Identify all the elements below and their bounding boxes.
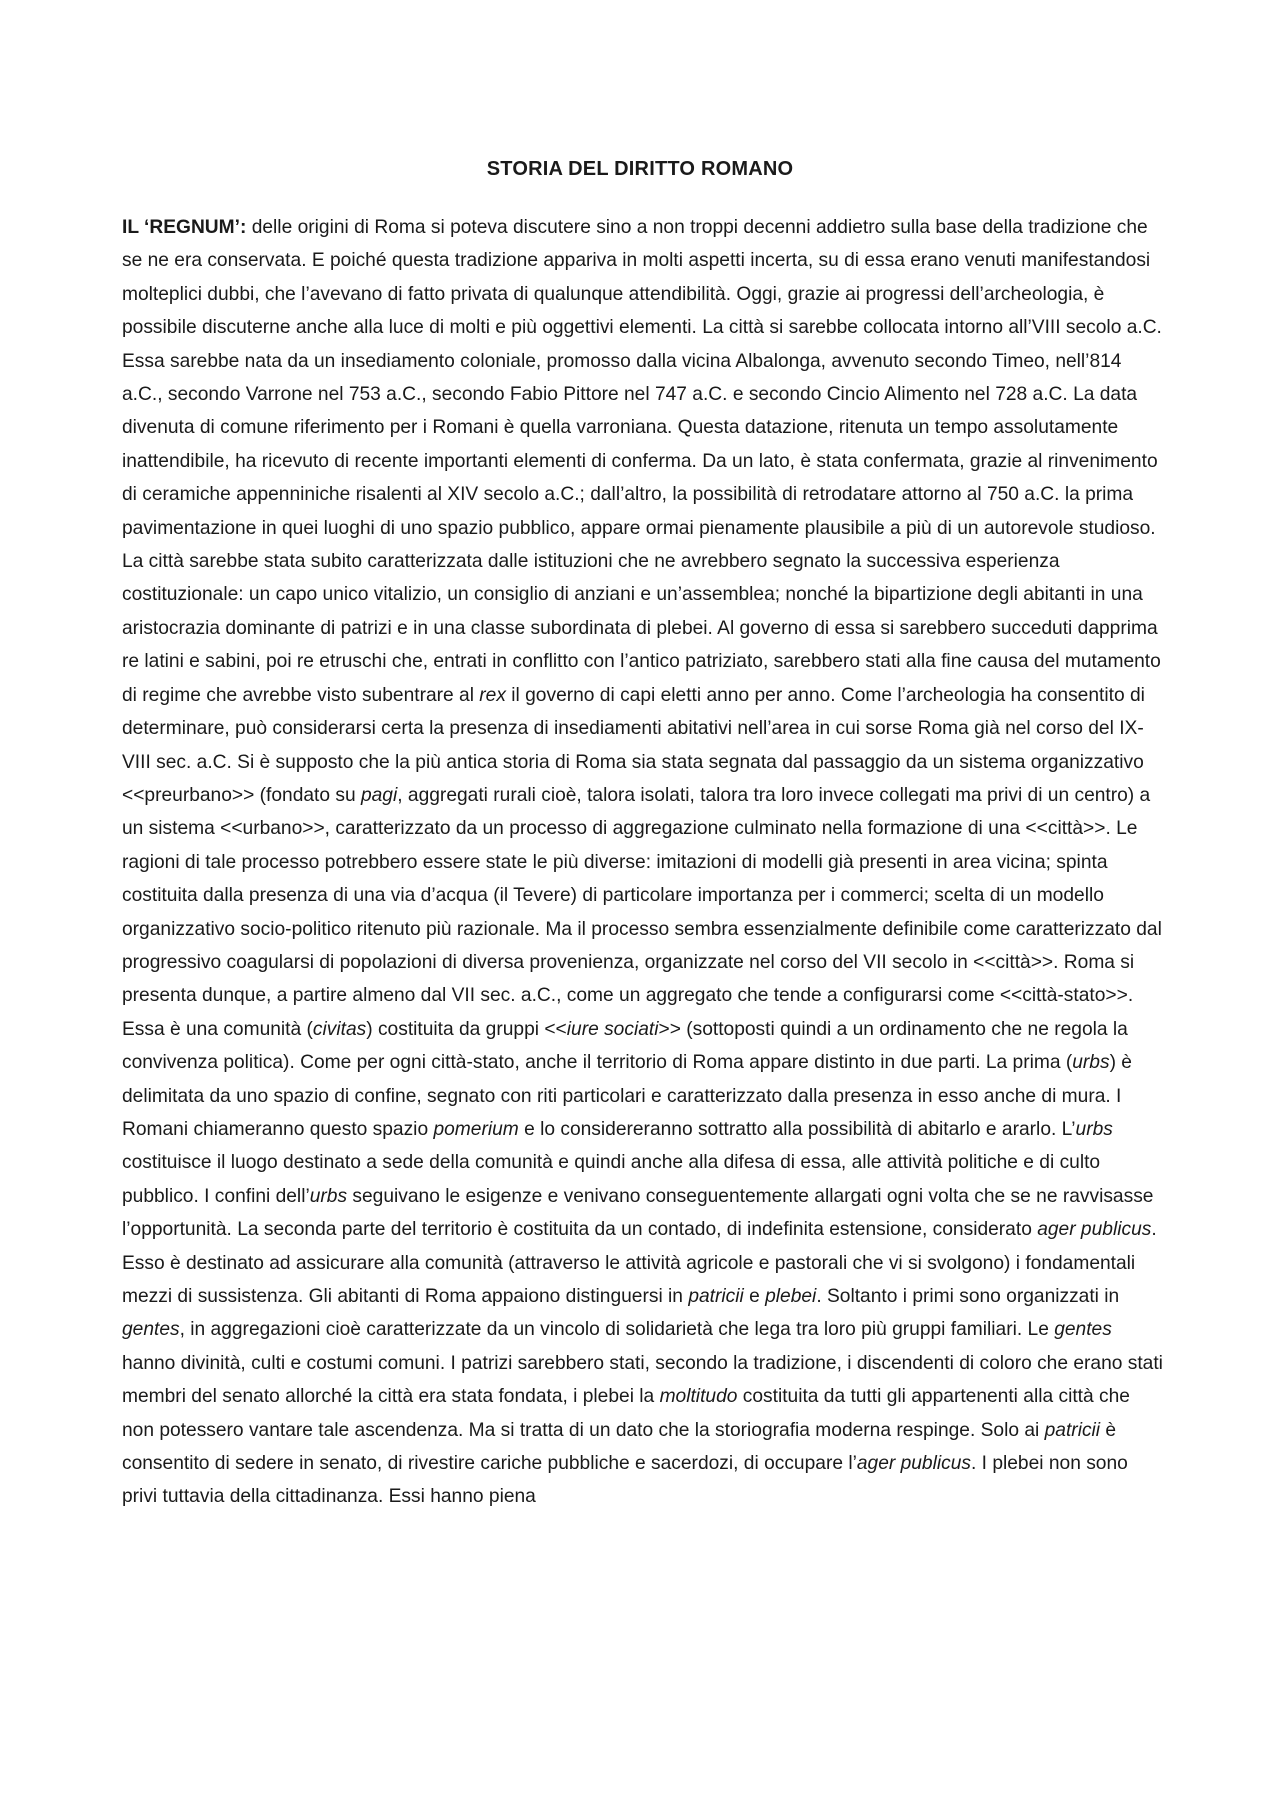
italic-term: patricii: [688, 1286, 744, 1307]
text-run: , in aggregazioni cioè caratterizzate da un vincolo di solidarietà che lega tra loro più gruppi familiari. Le: [179, 1319, 1055, 1341]
text-run: il governo di capi eletti anno per anno. Come l’archeologia ha consentito di determinare, può considerarsi certa la presenza di insediamenti abitativi nell’area in cui sorse Roma già nel corso del IX-VIII sec. a.C. Si è supposto che la più antica storia di Roma sia stata segnata dal passaggio da un sistema organizzativo <<preurbano>> (fondato su: [122, 684, 1145, 806]
italic-term: ager publicus: [856, 1453, 971, 1475]
italic-term: gentes: [1054, 1319, 1112, 1341]
italic-term: rex: [479, 684, 506, 706]
italic-term: moltitudo: [659, 1386, 738, 1408]
italic-term: plebei: [765, 1286, 817, 1307]
body-paragraph: [122, 211, 1164, 1514]
text-run: costituita da tutti gli appartenenti alla città che non potessero vantare tale ascendenza. Ma si tratta di un dato che la storiografia moderna respinge. Solo ai: [122, 1386, 1130, 1441]
text-run: e: [743, 1286, 766, 1307]
italic-term: patricii: [1044, 1419, 1101, 1441]
text-run: delle origini di Roma si poteva discutere sino a non troppi decenni addietro sulla base della tradizione che se ne era conservata. E poiché questa tradizione appariva in molti aspetti incerta, su di essa erano venuti manifestandosi molteplici dubbi, che l’avevano di fatto privata di qualunque attendibilità. Oggi, grazie ai progressi dell’archeologia, è possibile discuterne anche alla luce di molti e più oggettivi elementi. La città si sarebbe collocata intorno all’VIII secolo a.C. Essa sarebbe nata da un insediamento coloniale, promosso dalla vicina Albalonga, avvenuto secondo Timeo, nell’814 a.C., secondo Varrone nel 753 a.C., secondo Fabio Pittore nel 747 a.C. e secondo Cincio Alimento nel 728 a.C. La data divenuta di comune riferimento per i Romani è quella varroniana. Questa datazione, ritenuta un tempo assolutamente inattendibile, ha ricevuto di recente importanti elementi di conferma. Da un lato, è stata confermata, grazie al rinvenimento di ceramiche appenniniche risalenti al XIV secolo a.C.; dall’altro, la possibilità di retrodatare attorno al 750 a.C. la prima pavimentazione in quei luoghi di uno spazio pubblico, appare ormai pienamente plausibile a più di un autorevole studioso. La città sarebbe stata subito caratterizzata dalle istituzioni che ne avrebbero segnato la successiva esperienza costituzionale: un capo unico vitalizio, un consiglio di anziani e un’assemblea; nonché la bipartizione degli abitanti in una aristocrazia dominante di patrizi e in una classe subordinata di plebei. Al governo di essa si sarebbero succeduti dapprima re latini e sabini, poi re etruschi che, entrati in conflitto con l’antico patriziato, sarebbero stati alla fine causa del mutamento di regime che avrebbe visto subentrare al: [122, 217, 1162, 706]
text-run: . I plebei non sono privi tuttavia della cittadinanza. Essi hanno piena: [122, 1453, 1128, 1508]
italic-term: gentes: [122, 1319, 180, 1341]
text-run: e lo considereranno sottratto alla possibilità di abitarlo e ararlo. L’: [518, 1118, 1076, 1140]
italic-term: pomerium: [433, 1118, 519, 1140]
text-run: hanno divinità, culti e costumi comuni. I patrizi sarebbero stati, secondo la tradizione, i discendenti di coloro che erano stati membri del senato allorché la città era stata fondata, i plebei la: [122, 1352, 1163, 1408]
italic-term: iure sociati: [566, 1018, 659, 1040]
text-run: , aggregati rurali cioè, talora isolati, talora tra loro invece collegati ma privi di un centro) a un sistema <<urbano>>, caratterizzato da un processo di aggregazione culminato nella formazione di una <<città>>. Le ragioni di tale processo potrebbero essere state le più diverse: imitazioni di modelli già presenti in area vicina; spinta costituita dalla presenza di una via d’acqua (il Tevere) di particolare importanza per i commerci; scelta di un modello organizzativo socio-politico ritenuto più razionale. Ma il processo sembra essenzialmente definibile come caratterizzato dal progressivo coagularsi di popolazioni di diversa provenienza, organizzate nel corso del VII secolo in <<città>>. Roma si presenta dunque, a partire almeno dal VII sec. a.C., come un aggregato che tende a configurarsi come <<città-stato>>. Essa è una comunità (: [122, 784, 1162, 1040]
text-run: . Soltanto i primi sono organizzati in: [816, 1286, 1120, 1307]
italic-term: urbs: [309, 1185, 348, 1207]
text-run: ) è delimitata da uno spazio di confine, segnato con riti particolari e caratterizzato dalla presenza in esso anche di mura. I Romani chiameranno questo spazio: [122, 1052, 1132, 1140]
text-run: costituisce il luogo destinato a sede della comunità e quindi anche alla difesa di essa, alle attività politiche e di culto pubblico. I confini dell’: [122, 1152, 1101, 1207]
text-run: >> (sottoposti quindi a un ordinamento che ne regola la convivenza politica). Come per ogni città-stato, anche il territorio di Roma appare distinto in due parti. La prima (: [122, 1018, 1128, 1074]
text-run: ) costituita da gruppi <<: [366, 1018, 567, 1040]
italic-term: urbs: [1072, 1052, 1110, 1074]
text-run: seguivano le esigenze e venivano conseguentemente allargati ogni volta che se ne ravvisasse l’opportunità. La seconda parte del territorio è costituita da un contado, di indefinita estensione, considerato: [122, 1185, 1154, 1241]
italic-term: urbs: [1075, 1118, 1113, 1140]
section-lead: IL ‘REGNUM’:: [122, 217, 247, 238]
document-title: STORIA DEL DIRITTO ROMANO: [486, 158, 794, 180]
italic-term: ager publicus: [1037, 1219, 1152, 1241]
text-run: è consentito di sedere in senato, di rivestire cariche pubbliche e sacerdozi, di occupare l’: [122, 1419, 1117, 1475]
italic-term: civitas: [312, 1018, 367, 1040]
text-run: . Esso è destinato ad assicurare alla comunità (attraverso le attività agricole e pastorali che vi si svolgono) i fondamentali mezzi di sussistenza. Gli abitanti di Roma appaiono distinguersi in: [122, 1219, 1157, 1307]
italic-term: pagi: [360, 784, 398, 806]
